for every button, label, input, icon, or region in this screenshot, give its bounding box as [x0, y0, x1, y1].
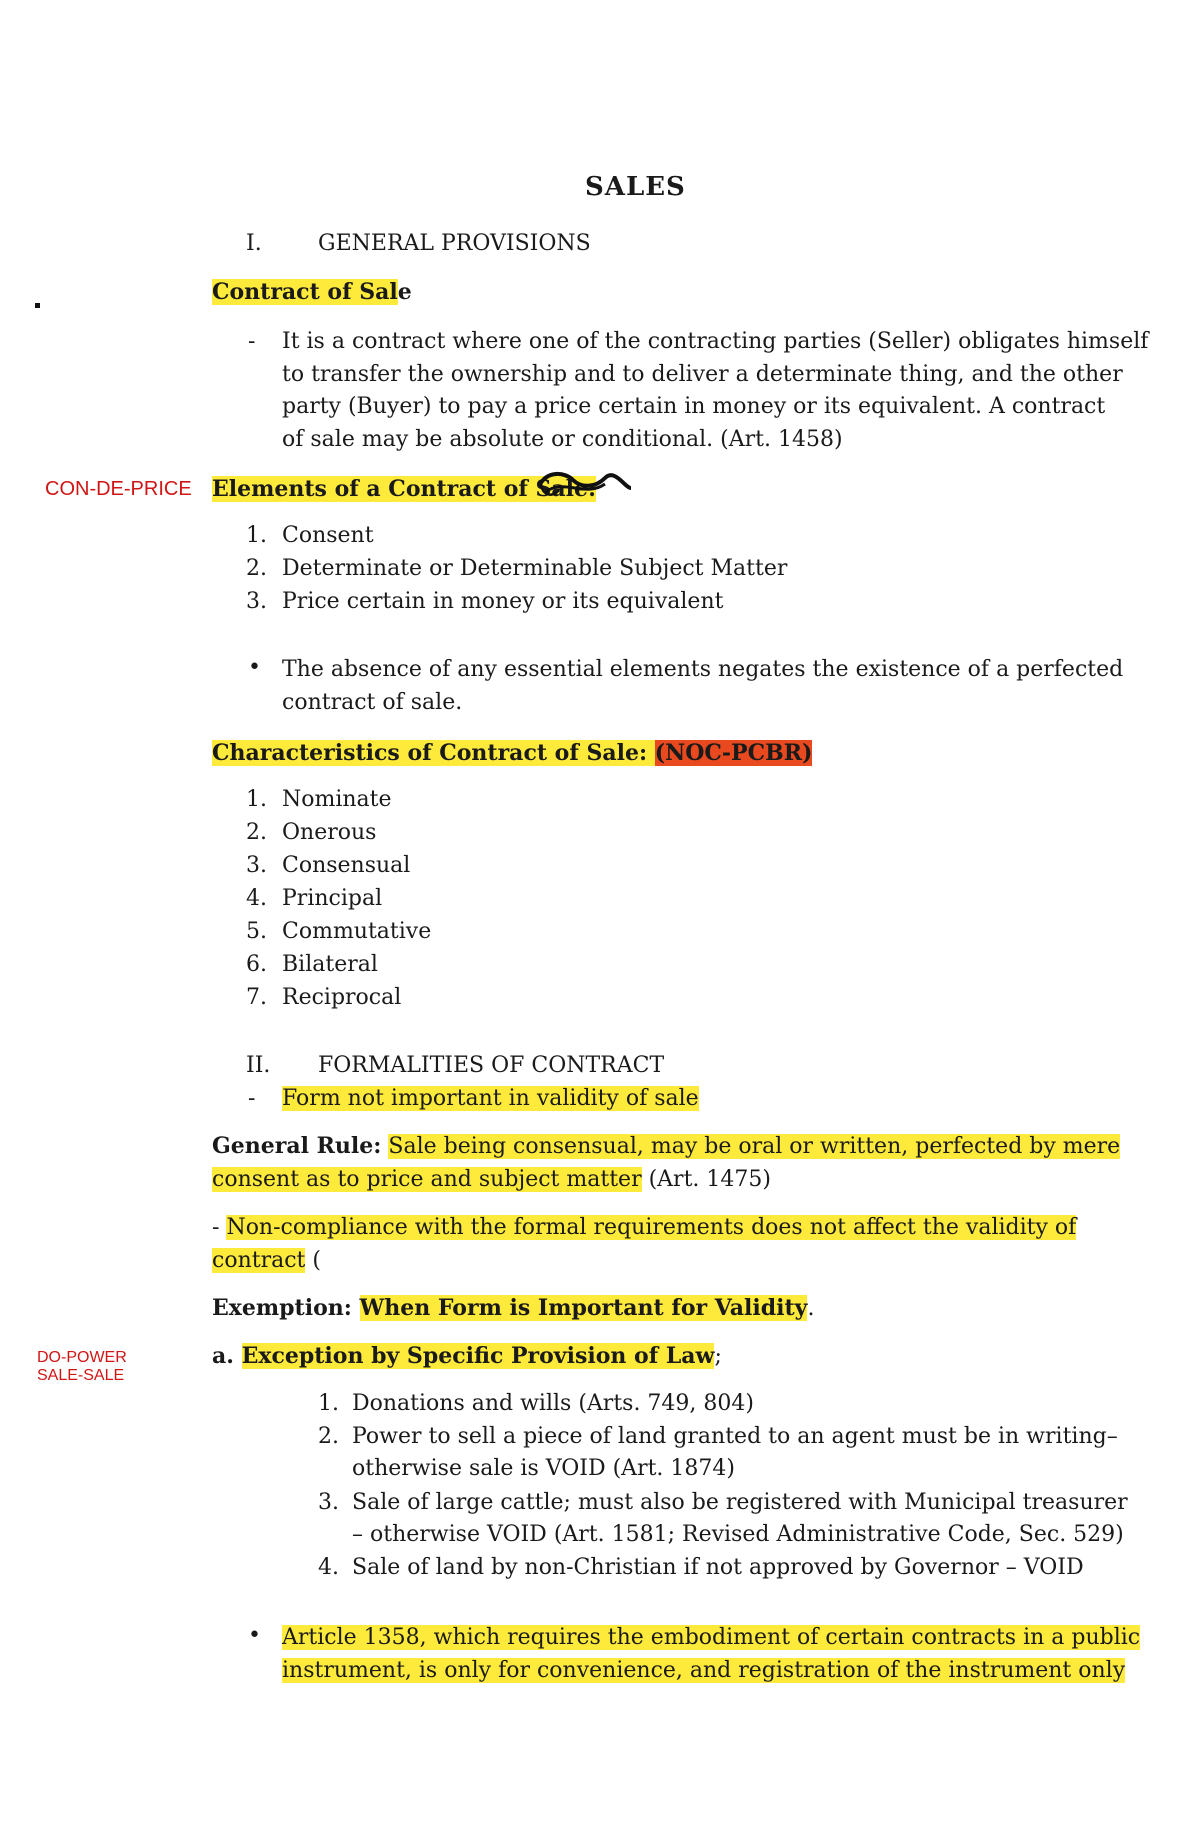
exception-semicolon: ; [714, 1344, 722, 1369]
general-rule-label: General Rule: [212, 1133, 382, 1159]
margin-dot [35, 303, 40, 308]
noncompliance-dash: - [212, 1215, 227, 1240]
contract-of-sale-heading-highlighted: Contract of Sal [212, 279, 398, 305]
general-rule-text-2: consent as to price and subject matter [212, 1166, 642, 1192]
list-item: 2. Onerous [246, 820, 377, 845]
section-2-dash: - [248, 1086, 256, 1111]
general-rule-line-2 [212, 1164, 1064, 1197]
final-bullet-line [282, 1655, 1126, 1688]
list-item: 1. Consent [246, 523, 374, 548]
mnemonic-badge: (NOC-PCBR) [654, 740, 813, 766]
list-item: 1. Nominate [246, 787, 392, 812]
noncompliance-line-2 [212, 1245, 1064, 1278]
general-rule-text: Sale being consensual, may be oral or written, perfected by mere [388, 1134, 1121, 1159]
definition-dash: - [248, 329, 256, 354]
exception-item-num: 2. [318, 1424, 339, 1449]
exception-prefix: a. [212, 1343, 234, 1369]
margin-note-do-power: DO-POWER [37, 1349, 127, 1366]
exception-item-text: Sale of land by non-Christian if not approved by Governor – VOID [352, 1555, 1084, 1580]
noncompliance-text-2: contract [212, 1247, 306, 1273]
exception-item-text: otherwise sale is VOID (Art. 1874) [352, 1456, 735, 1481]
exemption-text: When Form is Important for Validity [359, 1295, 808, 1321]
general-rule-line-1 [212, 1130, 1121, 1164]
margin-note-con-de-price: CON-DE-PRICE [45, 478, 192, 500]
list-item: 6. Bilateral [246, 952, 378, 977]
general-rule-citation: (Art. 1475) [641, 1166, 771, 1192]
list-item: 3. Price certain in money or its equivalent [246, 589, 724, 614]
characteristics-list [246, 783, 431, 1014]
list-item: 4. Principal [246, 886, 383, 911]
section-2-subline-text: Form not important in validity of sale [282, 1086, 699, 1111]
definition-line: to transfer the ownership and to deliver a determinate thing, and the other [282, 361, 1123, 387]
elements-list [246, 519, 787, 618]
section-2-heading: FORMALITIES OF CONTRACT [318, 1053, 665, 1078]
exception-item-num: 1. [318, 1391, 339, 1416]
exception-item-text: Power to sell a piece of land granted to an agent must be in writing– [352, 1424, 1118, 1449]
section-2-numeral: II. [246, 1053, 271, 1078]
characteristics-heading [212, 737, 812, 769]
elements-heading-text: Elements of a Contract of Sale: [212, 476, 597, 502]
section-1-numeral: I. [246, 231, 262, 256]
exemption-line [212, 1292, 814, 1325]
exception-item-text: Donations and wills (Arts. 749, 804) [352, 1391, 754, 1416]
exception-heading [212, 1340, 722, 1373]
characteristics-heading-text: Characteristics of Contract of Sale: [212, 740, 655, 766]
final-bullet-text: Article 1358, which requires the embodiment of certain contracts in a public [282, 1625, 1141, 1650]
section-2-subline [282, 1083, 699, 1115]
section-1-heading: GENERAL PROVISIONS [318, 231, 591, 256]
exemption-period: . [807, 1296, 815, 1321]
noncompliance-text: Non-compliance with the formal requirements does not affect the validity of [226, 1215, 1077, 1240]
final-bullet-text: instrument, is only for convenience, and registration of the instrument only [282, 1657, 1126, 1683]
list-item: 5. Commutative [246, 919, 432, 944]
definition-line: party (Buyer) to pay a price certain in money or its equivalent. A contract [282, 394, 1106, 419]
exception-item-num: 3. [318, 1490, 339, 1515]
definition-line: of sale may be absolute or conditional. (Art. 1458) [282, 426, 843, 452]
scribble-mark [535, 468, 635, 504]
contract-definition [282, 326, 1149, 456]
contract-of-sale-heading-rest: e [397, 279, 412, 305]
final-bullet-paragraph [282, 1622, 1141, 1687]
definition-line: It is a contract where one of the contracting parties (Seller) obligates himself [282, 329, 1149, 354]
elements-note [282, 654, 1124, 719]
document-title: SALES [585, 172, 686, 202]
exception-text: Exception by Specific Provision of Law [241, 1343, 715, 1369]
contract-of-sale-heading [212, 276, 412, 308]
exception-item-text: – otherwise VOID (Art. 1581; Revised Administrative Code, Sec. 529) [352, 1522, 1124, 1547]
bullet-marker: • [248, 1623, 261, 1648]
noncompliance-paragraph [212, 1212, 1077, 1277]
exception-item-num: 4. [318, 1555, 339, 1580]
exception-item-text: Sale of large cattle; must also be registered with Municipal treasurer [352, 1490, 1128, 1515]
note-line: contract of sale. [282, 689, 463, 715]
final-bullet-line [282, 1622, 1141, 1655]
exemption-label: Exemption: [212, 1295, 352, 1321]
general-rule-paragraph [212, 1130, 1121, 1196]
noncompliance-line-1 [212, 1212, 1077, 1245]
list-item: 7. Reciprocal [246, 985, 402, 1010]
note-line: The absence of any essential elements negates the existence of a perfected [282, 657, 1124, 682]
bullet-marker: • [248, 655, 261, 680]
noncompliance-paren: ( [305, 1247, 321, 1273]
list-item: 2. Determinate or Determinable Subject Matter [246, 556, 788, 581]
list-item: 3. Consensual [246, 853, 411, 878]
margin-note-sale-sale: SALE-SALE [37, 1367, 125, 1384]
